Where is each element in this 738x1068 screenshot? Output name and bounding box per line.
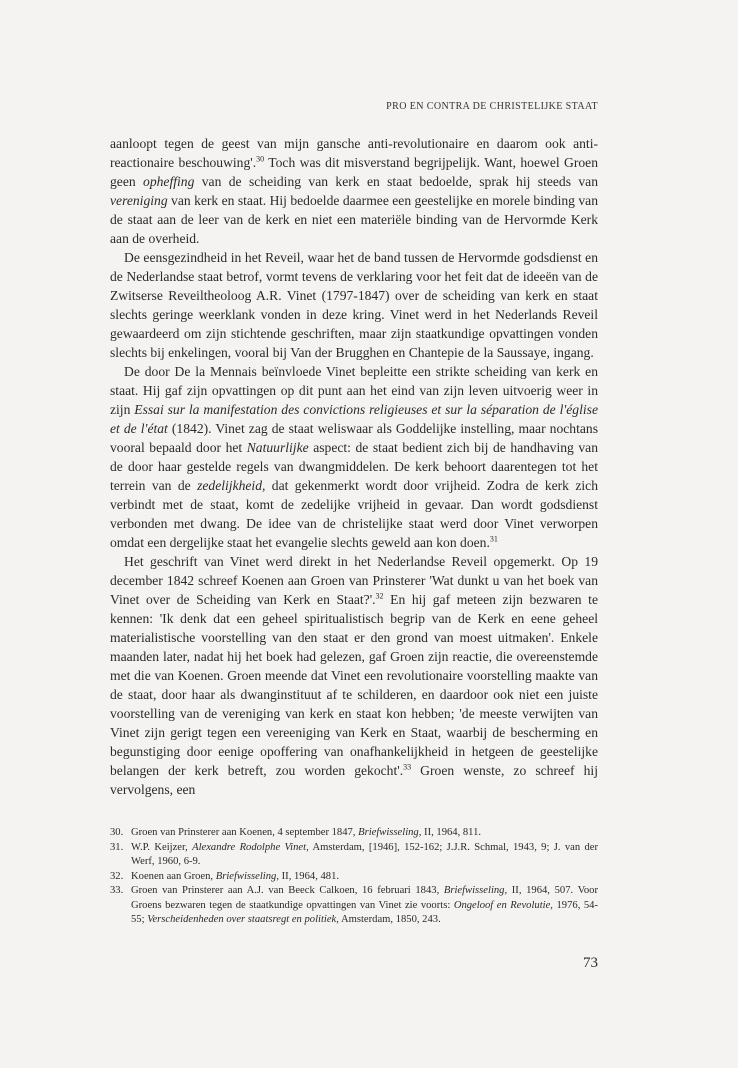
body-text xyxy=(110,134,598,799)
text-run: II, 1964, 811. xyxy=(421,827,482,838)
text-run: dat gekenmerkt wordt door vrijheid. Zodra de kerk zich verbindt met de staat, komt de zedelijke vrijheid in gevaar. Dan wordt godsdienst verbonden met dwang. De idee van de christelijke staat werd door Vinet verworpen omdat een dergelijke staat het evangelie slechts geweld aan kon doen. xyxy=(110,478,598,550)
footnote-ref: 33 xyxy=(403,762,412,772)
text-run: 1976, 54-55; xyxy=(131,899,598,925)
footnote-text xyxy=(131,841,598,870)
text-run: II, 1964, 481. xyxy=(279,870,340,882)
italic-text: Briefwisseling, xyxy=(215,870,279,882)
footnotes xyxy=(110,826,598,928)
footnote xyxy=(110,826,598,841)
italic-text: opheffing xyxy=(143,174,195,189)
paragraph xyxy=(110,552,598,799)
text-run: II, 1964, 507. Voor Groens bezwaren tegen de staatkundige opvattingen van Vinet zie voorts: xyxy=(131,885,598,911)
text-run: En hij gaf meteen zijn bezwaren te kennen: 'Ik denk dat een geheel spiritualistisch begrip van de Kerk en eene geheel materialistische voorstelling van den staat er den grond van moest uitmaken'. Enkele maanden later, nadat hij het boek had gelezen, gaf Groen zijn reactie, die overeenstemde met die van Koenen. Groen meende dat Vinet een revolutionaire voorstelling maakte van de staat, door haar als dwanginstituut af te schilderen, en daardoor ook niet een juiste voorstelling van de vereniging van kerk en staat kon hebben; 'de meeste verwijten van Vinet zijn gerigt tegen een vereeniging van Kerk en Staat, waarbij de bescherming en begunstiging door eenige opoffering van onafhankelijkheid in hetgeen de geestelijke belangen der kerk betreft, zou worden gekocht'. xyxy=(110,592,598,778)
text-run: aspect: de staat bedient zich bij de handhaving van de door haar gestelde regels van dwangmiddelen. De kerk behoort daarentegen tot het terrein van de xyxy=(110,440,598,493)
footnote-ref: 31 xyxy=(489,534,498,544)
italic-text: Ongeloof en Revolutie, xyxy=(453,899,553,911)
italic-text: Alexandre Rodolphe Vinet, xyxy=(192,841,309,853)
text-run: van de scheiding van kerk en staat bedoelde, sprak hij steeds van xyxy=(194,174,598,189)
italic-text: Natuurlijke xyxy=(246,440,309,455)
footnote-number: 32. xyxy=(110,870,124,882)
paragraph xyxy=(110,248,598,362)
footnote xyxy=(110,841,598,870)
italic-text: Verscheidenheden over staatsregt en politiek, xyxy=(147,914,339,925)
italic-text: Essai sur la manifestation des convictions religieuses et sur la séparation de l'église et de l'état xyxy=(110,402,598,436)
text-run: aanloopt tegen de geest van mijn gansche anti-revolutionaire en daarom ook anti-reactionaire beschouwing'. xyxy=(110,136,598,170)
text-run: W.P. Keijzer, xyxy=(131,841,193,853)
italic-text: zedelijkheid, xyxy=(197,478,266,493)
italic-text: Briefwisseling, xyxy=(443,885,508,896)
text-run: van kerk en staat. Hij bedoelde daarmee een geestelijke en morele binding van de staat aan de leer van de kerk en niet een materiële binding van de Hervormde Kerk aan de overheid. xyxy=(110,193,598,246)
text-run: Koenen aan Groen, xyxy=(131,870,216,882)
running-head: PRO EN CONTRA DE CHRISTELIJKE STAAT xyxy=(386,101,598,112)
text-run: Amsterdam, 1850, 243. xyxy=(338,914,441,925)
footnote-text xyxy=(131,870,598,885)
footnote-number: 30. xyxy=(110,827,124,838)
text-run: De eensgezindheid in het Reveil, waar het de band tussen de Hervormde godsdienst en de Nederlandse staat betrof, vormt tevens de verklaring voor het feit dat de ideeën van de Zwitserse Reveiltheoloog A.R. Vinet (1797-1847) over de scheiding van kerk en staat slechts geringe weerklank vonden in deze kring. Vinet werd in het Nederlands Reveil gewaardeerd om zijn stichtende geschriften, maar zijn staatkundige opvattingen vonden slechts bij enkelingen, vooral bij Van der Brugghen en Chantepie de la Saussaye, ingang. xyxy=(110,250,598,360)
text-run: Groen van Prinsterer aan A.J. van Beeck Calkoen, 16 februari 1843, xyxy=(131,885,444,896)
footnote xyxy=(110,884,598,928)
text-run: De door De la Mennais beïnvloede Vinet bepleitte een strikte scheiding van kerk en staat. Hij gaf zijn opvattingen op dit punt aan het eind van zijn leven uitvoerig weer in zijn xyxy=(110,364,598,417)
paragraph xyxy=(110,134,598,248)
text-run: (1842). Vinet zag de staat weliswaar als Goddelijke instelling, maar nochtans vooral bepaald door het xyxy=(110,421,599,455)
footnote-number: 31. xyxy=(110,841,124,853)
footnote-number: 33. xyxy=(110,885,124,896)
text-run: Toch was dit misverstand begrijpelijk. Want, hoewel Groen geen xyxy=(110,155,598,189)
text-run: Groen van Prinsterer aan Koenen, 4 september 1847, xyxy=(131,827,359,838)
footnote-text xyxy=(131,884,598,928)
paragraph xyxy=(110,362,598,552)
italic-text: Briefwisseling, xyxy=(358,827,422,838)
footnote-text xyxy=(131,826,598,841)
footnote-ref: 32 xyxy=(375,591,384,601)
footnote-ref: 30 xyxy=(256,154,265,164)
footnote xyxy=(110,870,598,885)
page-number: 73 xyxy=(583,955,598,971)
text-run: Het geschrift van Vinet werd direkt in het Nederlandse Reveil opgemerkt. Op 19 december 1842 schreef Koenen aan Groen van Prinsterer 'Wat dunkt u van het boek van Vinet over de Scheiding van Kerk en Staat?'. xyxy=(110,554,598,607)
text-run: Amsterdam, [1946], 152-162; J.J.R. Schmal, 1943, 9; J. van der Werf, 1960, 6-9. xyxy=(131,841,598,867)
italic-text: vereniging xyxy=(110,193,168,208)
text-run: Groen wenste, zo schreef hij vervolgens, een xyxy=(110,763,598,797)
